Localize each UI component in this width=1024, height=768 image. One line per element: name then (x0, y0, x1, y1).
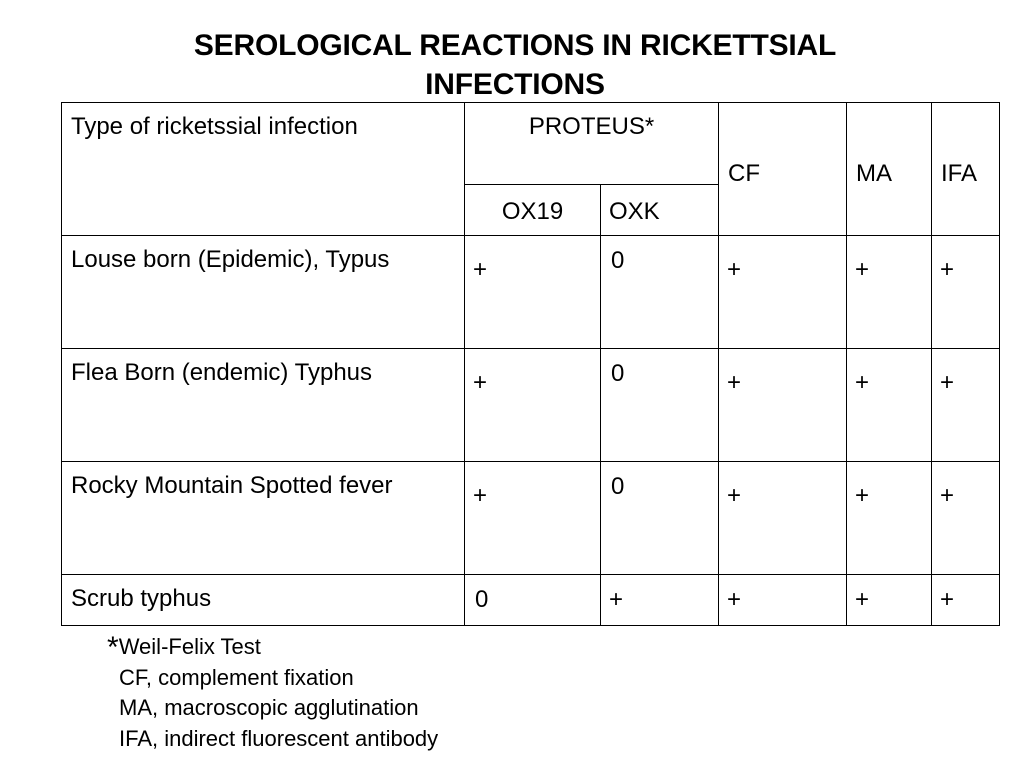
header-oxk-label: OXK (609, 197, 660, 225)
infection-name: Flea Born (endemic) Typhus (71, 359, 373, 386)
ifa-cell (932, 349, 1000, 462)
header-type-label: Type of ricketssial infection (71, 113, 358, 140)
page-title-line-2: INFECTIONS (425, 68, 605, 101)
cf-value: + (727, 482, 742, 509)
ox19-cell (465, 349, 601, 462)
ifa-value: + (940, 482, 955, 509)
cf-value: + (727, 369, 742, 396)
header-cf-label: CF (728, 160, 761, 187)
ox19-value: + (473, 256, 488, 283)
cf-cell (719, 462, 847, 575)
infection-cell (62, 462, 465, 575)
footnote-star-marker: * (107, 631, 119, 664)
header-type-cell (62, 103, 465, 236)
header-ma-label: MA (856, 160, 893, 187)
ma-cell (847, 349, 932, 462)
page-title-line-1: SEROLOGICAL REACTIONS IN RICKETTSIAL (193, 29, 837, 62)
header-oxk-cell (601, 185, 719, 236)
infection-name: Louse born (Epidemic), Typus (71, 246, 390, 273)
oxk-value: 0 (611, 360, 625, 387)
table-row (62, 575, 1000, 626)
page-title (100, 26, 930, 104)
header-ma-cell (847, 103, 932, 236)
serological-reactions-table (61, 102, 1000, 626)
ma-value: + (855, 256, 870, 283)
table-row (62, 236, 1000, 349)
infection-name: Scrub typhus (71, 585, 212, 612)
oxk-cell (601, 236, 719, 349)
header-ifa-label: IFA (941, 160, 978, 187)
ma-cell (847, 236, 932, 349)
header-ifa-cell (932, 103, 1000, 236)
infection-cell (62, 349, 465, 462)
oxk-cell (601, 349, 719, 462)
ox19-value: 0 (475, 586, 489, 613)
oxk-value: + (609, 586, 624, 613)
footnotes (107, 632, 438, 754)
header-proteus-label: PROTEUS* (528, 113, 655, 140)
ifa-cell (932, 236, 1000, 349)
table-row (62, 462, 1000, 575)
ox19-cell (465, 575, 601, 626)
footnote-weil-felix (107, 632, 438, 663)
infection-cell (62, 575, 465, 626)
header-proteus-cell (465, 103, 719, 185)
footnote-cf: CF, complement fixation (119, 664, 354, 690)
table-row (62, 349, 1000, 462)
cf-value: + (727, 586, 742, 613)
ifa-value: + (940, 369, 955, 396)
ma-cell (847, 575, 932, 626)
oxk-cell (601, 462, 719, 575)
header-ox19-cell (465, 185, 601, 236)
ox19-cell (465, 462, 601, 575)
cf-cell (719, 349, 847, 462)
footnote-ifa: IFA, indirect fluorescent antibody (119, 725, 439, 751)
infection-cell (62, 236, 465, 349)
ifa-cell (932, 575, 1000, 626)
ma-value: + (855, 482, 870, 509)
ox19-value: + (473, 482, 488, 509)
cf-cell (719, 236, 847, 349)
ma-value: + (855, 586, 870, 613)
ox19-value: + (473, 369, 488, 396)
header-cf-cell (719, 103, 847, 236)
ma-cell (847, 462, 932, 575)
ifa-value: + (940, 586, 955, 613)
infection-name: Rocky Mountain Spotted fever (71, 472, 393, 499)
ma-value: + (855, 369, 870, 396)
footnote-weil-felix-text: Weil-Felix Test (118, 634, 261, 659)
ifa-cell (932, 462, 1000, 575)
oxk-value: 0 (611, 473, 625, 500)
footnote-ma: MA, macroscopic agglutination (119, 695, 419, 720)
cf-cell (719, 575, 847, 626)
oxk-cell (601, 575, 719, 626)
oxk-value: 0 (611, 247, 625, 274)
table-header-row (62, 103, 1000, 185)
header-ox19-label: OX19 (501, 197, 564, 225)
cf-value: + (727, 256, 742, 283)
ifa-value: + (940, 256, 955, 283)
ox19-cell (465, 236, 601, 349)
